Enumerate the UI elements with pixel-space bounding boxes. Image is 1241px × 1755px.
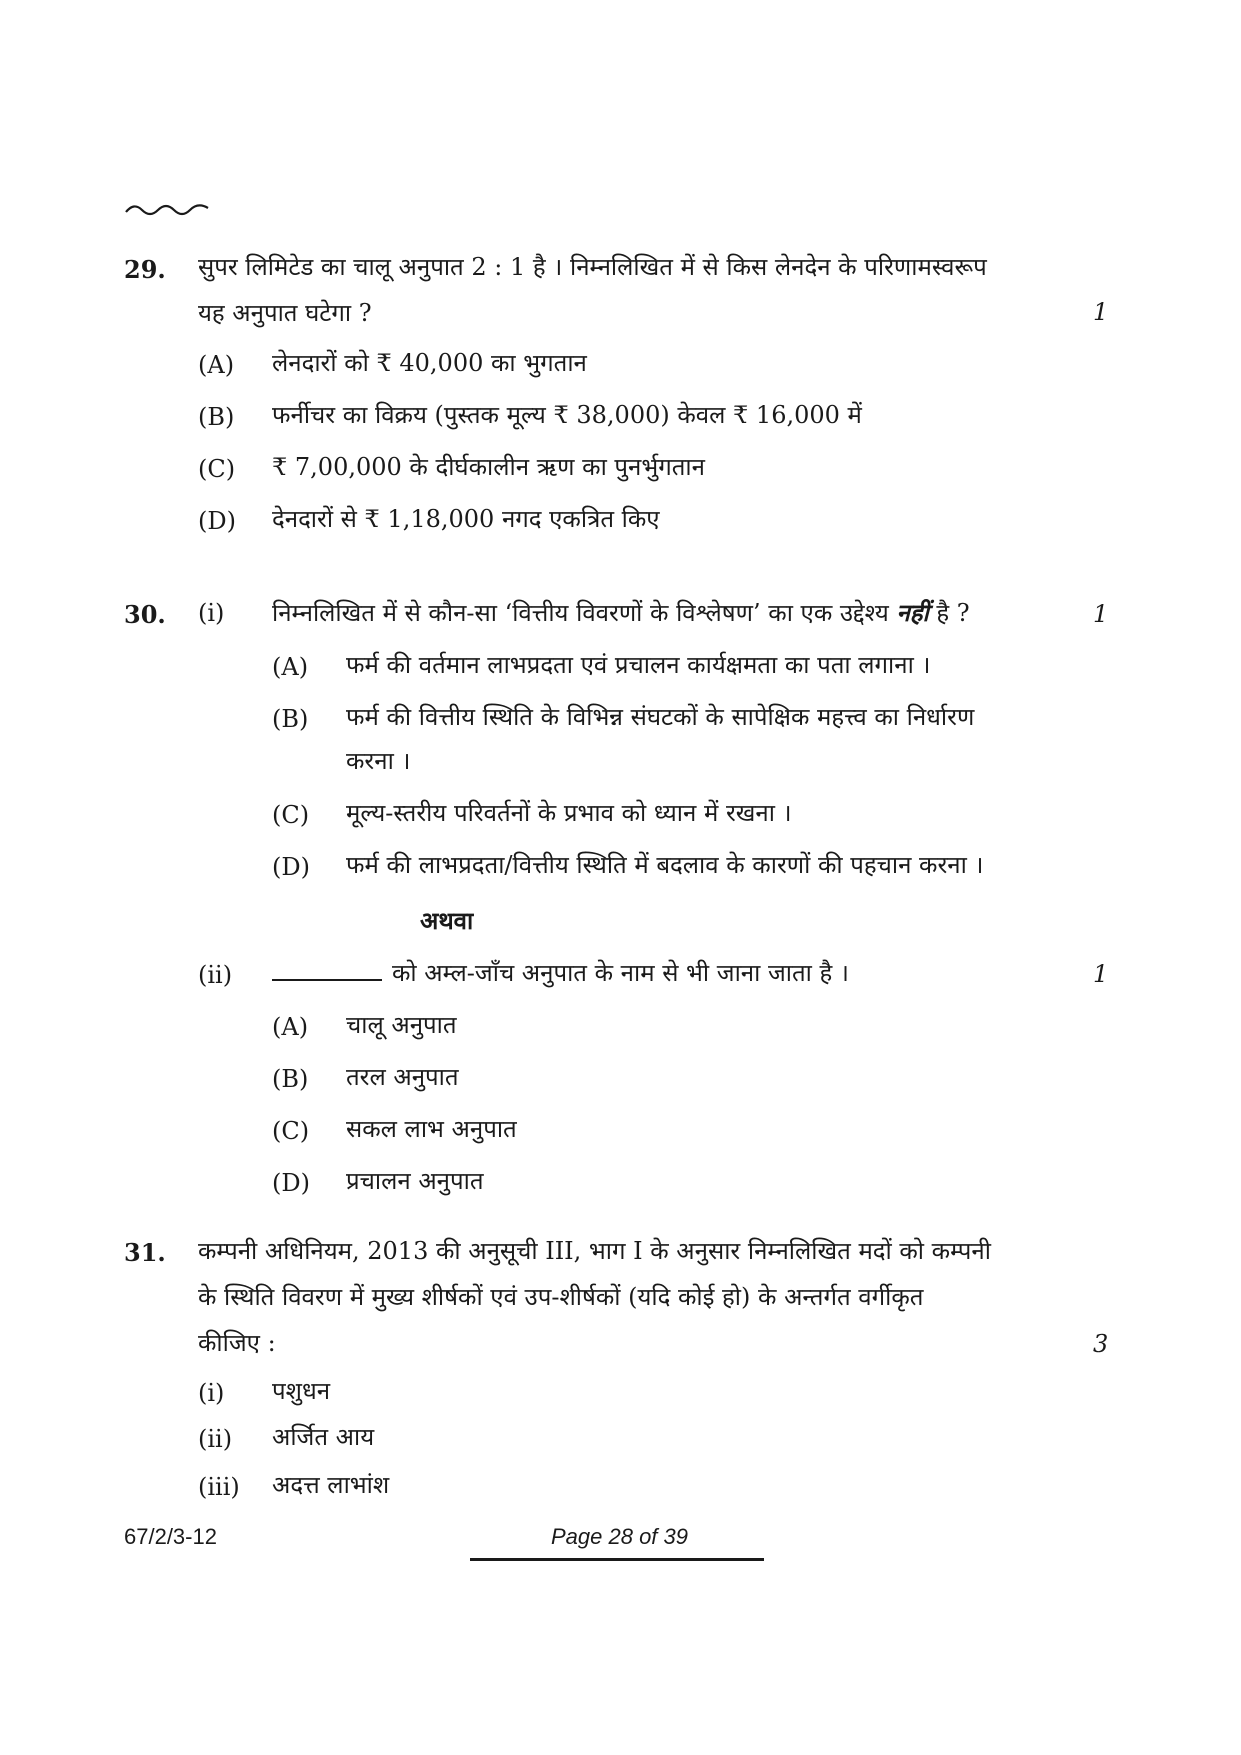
- option-text: सकल लाभ अनुपात: [346, 1115, 517, 1143]
- question-text-line-3: कीजिए :: [198, 1329, 276, 1357]
- option-text: फर्म की लाभप्रदता/वित्तीय स्थिति में बदलाव के कारणों की पहचान करना ।: [346, 851, 984, 879]
- item-label: (iii): [198, 1473, 240, 1501]
- item-text: पशुधन: [272, 1377, 331, 1405]
- option-text: तरल अनुपात: [346, 1063, 459, 1091]
- option-text: फर्म की वर्तमान लाभप्रदता एवं प्रचालन कार्यक्षमता का पता लगाना ।: [346, 651, 931, 679]
- question-text-line-2: के स्थिति विवरण में मुख्य शीर्षकों एवं उप-शीर्षकों (यदि कोई हो) के अन्तर्गत वर्गीकृत: [198, 1283, 924, 1311]
- part-label: (i): [198, 599, 225, 627]
- option-text: देनदारों से ₹ 1,18,000 नगद एकत्रित किए: [272, 505, 660, 533]
- or-separator: अथवा: [420, 906, 474, 935]
- option-label: (D): [272, 1169, 310, 1197]
- option-text: फर्नीचर का विक्रय (पुस्तक मूल्य ₹ 38,000) केवल ₹ 16,000 में: [272, 401, 862, 429]
- marks: 1: [1093, 298, 1109, 326]
- item-text: अदत्त लाभांश: [272, 1471, 390, 1499]
- option-label: (D): [272, 853, 310, 881]
- item-label: (i): [198, 1379, 225, 1407]
- question-text-line-1: सुपर लिमिटेड का चालू अनुपात 2 : 1 है । निम्नलिखित में से किस लेनदेन के परिणामस्वरूप: [198, 253, 987, 281]
- paper-code: 67/2/3-12: [124, 1524, 217, 1549]
- question-text-before: निम्नलिखित में से कौन-सा ‘वित्तीय विवरणों के विश्लेषण’ का एक उद्देश्य: [272, 599, 889, 627]
- fill-in-blank: [272, 961, 382, 981]
- marks: 3: [1093, 1330, 1109, 1358]
- option-text: प्रचालन अनुपात: [346, 1167, 484, 1195]
- option-text-continued: करना ।: [346, 747, 411, 775]
- marks: 1: [1093, 960, 1109, 988]
- option-text: फर्म की वित्तीय स्थिति के विभिन्न संघटकों के सापेक्षिक महत्त्व का निर्धारण: [346, 703, 975, 731]
- option-label: (C): [272, 1117, 310, 1145]
- item-text: अर्जित आय: [272, 1423, 375, 1451]
- question-text-line-2: यह अनुपात घटेगा ?: [198, 299, 372, 327]
- marks: 1: [1093, 600, 1109, 628]
- option-label: (C): [272, 801, 310, 829]
- part-label: (ii): [198, 961, 233, 989]
- option-label: (A): [272, 653, 309, 681]
- page-number: Page 28 of 39: [551, 1524, 689, 1549]
- option-label: (C): [198, 455, 236, 483]
- item-label: (ii): [198, 1425, 233, 1453]
- option-text: मूल्य-स्तरीय परिवर्तनों के प्रभाव को ध्यान में रखना ।: [346, 799, 792, 827]
- option-label: (B): [198, 403, 235, 431]
- option-label: (D): [198, 507, 236, 535]
- option-label: (A): [198, 351, 235, 379]
- footer-rule: [470, 1558, 764, 1561]
- question-text: [272, 958, 849, 988]
- emphasis-not: नहीं: [896, 598, 929, 627]
- question-text: [272, 598, 970, 628]
- question-text-after: है ?: [936, 599, 970, 627]
- option-label: (B): [272, 705, 309, 733]
- question-number: 31.: [124, 1238, 166, 1267]
- question-number: 30.: [124, 600, 166, 629]
- question-text-line-1: कम्पनी अधिनियम, 2013 की अनुसूची III, भाग I के अनुसार निम्नलिखित मदों को कम्पनी: [198, 1237, 991, 1265]
- option-text: लेनदारों को ₹ 40,000 का भुगतान: [272, 349, 587, 377]
- option-text: चालू अनुपात: [346, 1011, 457, 1039]
- wave-mark-icon: [124, 198, 214, 220]
- question-number: 29.: [124, 255, 166, 284]
- option-label: (A): [272, 1013, 309, 1041]
- option-text: ₹ 7,00,000 के दीर्घकालीन ऋण का पुनर्भुगतान: [272, 453, 705, 481]
- question-text-body: को अम्ल-जाँच अनुपात के नाम से भी जाना जाता है ।: [392, 959, 849, 987]
- option-label: (B): [272, 1065, 309, 1093]
